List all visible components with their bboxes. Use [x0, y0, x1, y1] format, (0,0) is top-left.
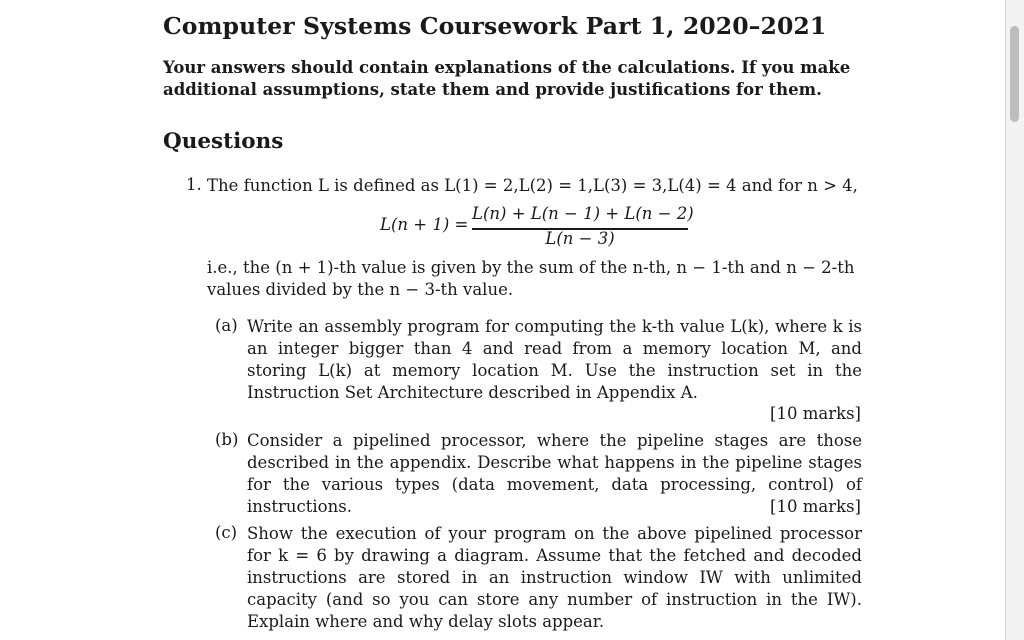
part-a-label: (a) — [215, 316, 238, 335]
question-definition: The function L is defined as L(1) = 2,L(2) = 1,L(3) = 3,L(4) = 4 and for n > 4, — [207, 176, 858, 195]
part-a-text: Write an assembly program for computing the k-th value L(k), where k is an integer bigger than 4 and read from a memory location M, and storing L(k) at memory location M. Use the instruction set in the Instruction Set Architecture described in Appendix A. — [247, 317, 862, 402]
document-title: Computer Systems Coursework Part 1, 2020–2021 — [163, 12, 827, 40]
vertical-scrollbar[interactable] — [1005, 0, 1024, 640]
question-explanation: i.e., the (n + 1)-th value is given by the sum of the n-th, n − 1-th and n − 2-th values divided by the n − 3-th value. — [207, 258, 855, 299]
equation-numerator: L(n) + L(n − 1) + L(n − 2) — [472, 204, 694, 223]
part-c-text: Show the execution of your program on the above pipelined processor for k = 6 by drawing a diagram. Assume that the fetched and decoded instructions are stored in an instruction window IW with unlimited capacity (and so you can store any number of instruction in the IW). Explain where and why delay slots appear. — [247, 524, 862, 631]
equation-lhs: L(n + 1) = — [380, 215, 469, 234]
scrollbar-thumb[interactable] — [1010, 26, 1019, 122]
instructions-paragraph: Your answers should contain explanations of the calculations. If you make additional assumptions, state them and provide justifications for them. — [163, 58, 851, 99]
part-b-label: (b) — [215, 430, 239, 449]
question-number: 1. — [186, 175, 202, 194]
part-a-marks: [10 marks] — [770, 404, 861, 423]
part-b-marks: [10 marks] — [770, 497, 861, 516]
section-heading: Questions — [163, 129, 284, 154]
part-b-text: Consider a pipelined processor, where the pipeline stages are those described in the appendix. Describe what happens in the pipeline stages for the various types (data movement, data processing, control) of instructions. — [247, 431, 862, 516]
equation-denominator: L(n − 3) — [545, 229, 615, 248]
part-c-label: (c) — [215, 523, 238, 542]
